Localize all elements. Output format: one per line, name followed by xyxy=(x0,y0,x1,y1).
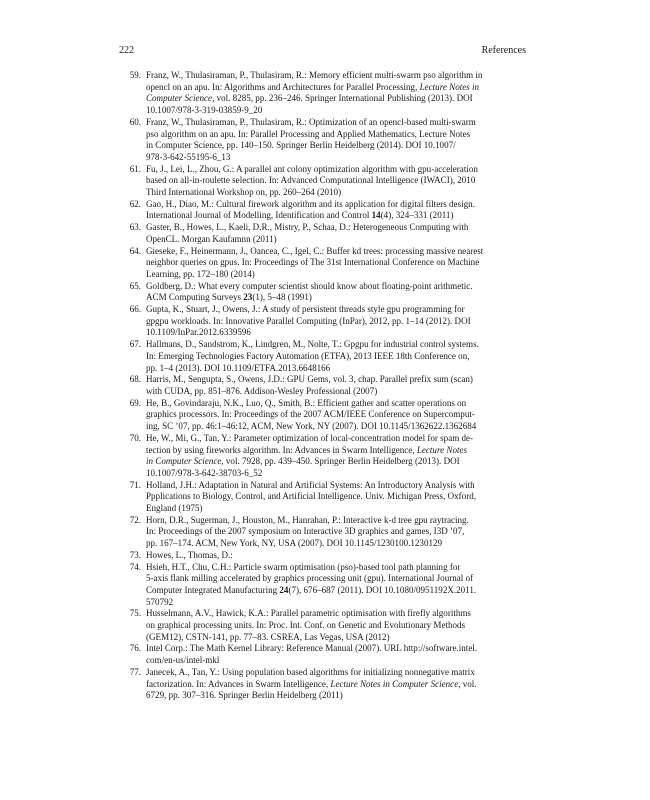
reference-entry xyxy=(119,70,526,117)
reference-line: 978-3-642-55195-6_13 xyxy=(146,151,231,162)
reference-line: on graphical processing units. In: Proc. Int. Conf. on Genetic and Evolutionary Methods xyxy=(146,620,466,631)
reference-line: Ppplications to Biology, Control, and Artificial Intelligence. Univ. Michigan Press, Oxford, xyxy=(146,491,476,502)
reference-text xyxy=(146,304,526,339)
reference-number: 75. xyxy=(129,608,141,619)
reference-text xyxy=(146,199,526,222)
reference-line: graphics processors. In: Proceedings of the 2007 ACM/IEEE Conference on Supercomput- xyxy=(146,409,475,420)
reference-text xyxy=(146,515,526,550)
reference-line: Gieseke, F., Heinermann, J., Oancea, C., Igel, C.: Buffer kd trees: processing massive nearest xyxy=(146,245,484,256)
reference-line: gpgpu workloads. In: Innovative Parallel Computing (InPar), 2012, pp. 1–14 (2012). DOI xyxy=(146,315,471,326)
reference-line: factorization. In: Advances in Swarm Intelligence, Lecture Notes in Computer Science, vol. xyxy=(146,678,477,689)
reference-number: 77. xyxy=(129,666,141,677)
reference-line: Franz, W., Thulasiraman, P., Thulasiram, R.: Memory efficient multi-swarm pso algorithm in xyxy=(146,70,483,80)
reference-number: 60. xyxy=(129,116,141,127)
reference-entry xyxy=(119,562,526,609)
reference-number: 63. xyxy=(129,222,141,233)
reference-line: 10.1007/978-3-642-38703-6_52 xyxy=(146,467,263,478)
reference-text xyxy=(146,374,526,397)
reference-entry xyxy=(119,608,526,643)
reference-line: Fu, J., Lei, L., Zhou, G.: A parallel ant colony optimization algorithm with gpu-acceleration xyxy=(146,163,478,174)
reference-list xyxy=(119,70,526,702)
reference-entry xyxy=(119,374,526,397)
reference-line: 10.1109/InPar.2012.6339596 xyxy=(146,327,251,338)
reference-number: 76. xyxy=(129,643,141,654)
reference-line: Harris, M., Sengupta, S., Owens, J.D.: GPU Gems, vol. 3, chap. Parallel prefix sum (scan) xyxy=(146,374,473,385)
reference-line: Gupta, K., Stuart, J., Owens, J.: A study of persistent threads style gpu programming for xyxy=(146,304,465,315)
reference-line: with CUDA, pp. 851–876. Addison-Wesley Professional (2007) xyxy=(146,385,378,396)
reference-text xyxy=(146,608,526,643)
reference-number: 70. xyxy=(129,432,141,443)
reference-line: Howes, L., Thomas, D.: xyxy=(146,549,233,560)
reference-line: Goldberg, D.: What every computer scientist should know about floating-point arithmetic. xyxy=(146,280,473,291)
reference-text xyxy=(146,281,526,304)
reference-line: (GEM12), CSTN-141, pp. 77–83. CSREA, Las Vegas, USA (2012) xyxy=(146,631,390,642)
reference-line: tection by using fireworks algorithm. In: Advances in Swarm Intelligence, Lecture Notes xyxy=(146,444,468,455)
running-title: References xyxy=(481,45,526,56)
reference-number: 71. xyxy=(129,479,141,490)
reference-line: Hsieh, H.T., Chu, C.H.: Particle swarm optimisation (pso)-based tool path planning for xyxy=(146,561,461,572)
reference-line: In: Proceedings of the 2007 symposium on Interactive 3D graphics and games, I3D ’07, xyxy=(146,526,465,537)
reference-number: 61. xyxy=(129,163,141,174)
reference-text xyxy=(146,70,526,117)
reference-number: 68. xyxy=(129,374,141,385)
reference-line: neighbor queries on gpus. In: Proceedings of The 31st International Conference on Machine xyxy=(146,257,480,268)
reference-entry xyxy=(119,117,526,164)
reference-line: Gao, H., Diao, M.: Cultural firework algorithm and its application for digital filters design. xyxy=(146,198,475,209)
reference-line: Janecek, A., Tan, Y.: Using population based algorithms for initializing nonnegative matrix xyxy=(146,666,475,677)
reference-entry xyxy=(119,515,526,550)
reference-text xyxy=(146,550,526,562)
reference-line: Holland, J.H.: Adaptation in Natural and Artificial Systems: An Introductory Analysis with xyxy=(146,479,475,490)
reference-entry xyxy=(119,667,526,702)
running-head xyxy=(119,44,526,58)
reference-text xyxy=(146,433,526,480)
reference-line: England (1975) xyxy=(146,503,203,514)
reference-line: Horn, D.R., Sugerman, J., Houston, M., Hanrahan, P.: Interactive k-d tree gpu raytracing. xyxy=(146,514,469,525)
reference-number: 74. xyxy=(129,561,141,572)
reference-text xyxy=(146,480,526,515)
reference-entry xyxy=(119,281,526,304)
reference-line: 6729, pp. 307–316. Springer Berlin Heidelberg (2011) xyxy=(146,690,343,701)
reference-entry xyxy=(119,643,526,666)
reference-line: He, W., Mi, G., Tan, Y.: Parameter optimization of local-concentration model for spam de- xyxy=(146,432,474,443)
reference-number: 72. xyxy=(129,514,141,525)
reference-text xyxy=(146,398,526,433)
reference-entry xyxy=(119,398,526,433)
reference-line: Hallmans, D., Sandstrom, K., Lindgren, M., Nolte, T.: Gpgpu for industrial control systems. xyxy=(146,339,479,350)
reference-text xyxy=(146,164,526,199)
reference-line: Computer Integrated Manufacturing 24(7), 676–687 (2011). DOI 10.1080/0951192X.2011. xyxy=(146,584,477,595)
reference-line: International Journal of Modelling, Identification and Control 14(4), 324–331 (2011) xyxy=(146,210,454,221)
reference-line: Gaster, B., Howes, L., Kaeli, D.R., Mistry, P., Schaa, D.: Heterogeneous Computing with xyxy=(146,222,469,233)
reference-line: OpenCL. Morgan Kaufamnn (2011) xyxy=(146,233,277,244)
reference-line: 5-axis flank milling accelerated by graphics processing unit (gpu). International Journal of xyxy=(146,573,474,584)
reference-line: In: Emerging Technologies Factory Automation (ETFA), 2013 IEEE 18th Conference on, xyxy=(146,350,470,361)
reference-line: 570792 xyxy=(146,596,174,607)
reference-line: com/en-us/intel-mkl xyxy=(146,655,220,666)
reference-line: Franz, W., Thulasiraman, P., Thulasiram, R.: Optimization of an opencl-based multi-swarm xyxy=(146,116,476,127)
reference-entry xyxy=(119,304,526,339)
reference-text xyxy=(146,339,526,374)
reference-text xyxy=(146,246,526,281)
reference-text xyxy=(146,222,526,245)
reference-line: based on all-in-roulette selection. In: Advanced Computational Intelligence (IWACI), 2010 xyxy=(146,175,476,186)
reference-line: opencl on an apu. In: Algorithms and Architectures for Parallel Processing, Lecture Notes in xyxy=(146,81,480,92)
reference-number: 62. xyxy=(129,198,141,209)
reference-number: 66. xyxy=(129,304,141,315)
reference-line: 10.1007/978-3-319-03859-9_20 xyxy=(146,105,263,116)
reference-line: Learning, pp. 172–180 (2014) xyxy=(146,268,255,279)
reference-entry xyxy=(119,433,526,480)
reference-text xyxy=(146,117,526,164)
reference-text xyxy=(146,562,526,609)
reference-line: Husselmann, A.V., Hawick, K.A.: Parallel parametric optimisation with firefly algorithms xyxy=(146,608,471,619)
reference-entry xyxy=(119,199,526,222)
reference-line: Third International Workshop on, pp. 260–264 (2010) xyxy=(146,187,342,198)
page-number: 222 xyxy=(119,45,134,56)
reference-line: ACM Computing Surveys 23(1), 5–48 (1991) xyxy=(146,292,312,303)
reference-entry xyxy=(119,164,526,199)
reference-line: He, B., Govindaraju, N.K., Luo, Q., Smith, B.: Efficient gather and scatter operations on xyxy=(146,397,467,408)
reference-text xyxy=(146,643,526,666)
reference-entry xyxy=(119,246,526,281)
reference-entry xyxy=(119,339,526,374)
reference-number: 73. xyxy=(129,549,141,560)
reference-line: pp. 167–174. ACM, New York, NY, USA (2007). DOI 10.1145/1230100.1230129 xyxy=(146,538,443,549)
reference-line: pso algorithm on an apu. In: Parallel Processing and Applied Mathematics, Lecture Notes xyxy=(146,128,471,139)
reference-number: 69. xyxy=(129,397,141,408)
reference-number: 59. xyxy=(129,70,141,80)
reference-entry xyxy=(119,480,526,515)
reference-line: in Computer Science, vol. 7928, pp. 439–450. Springer Berlin Heidelberg (2013). DOI xyxy=(146,456,460,467)
reference-line: Computer Science, vol. 8285, pp. 236–246. Springer International Publishing (2013). DOI xyxy=(146,93,473,104)
reference-number: 64. xyxy=(129,245,141,256)
reference-number: 67. xyxy=(129,339,141,350)
reference-line: pp. 1–4 (2013). DOI 10.1109/ETFA.2013.6648166 xyxy=(146,362,331,373)
reference-text xyxy=(146,667,526,702)
reference-entry xyxy=(119,222,526,245)
reference-line: Intel Corp.: The Math Kernel Library: Reference Manual (2007). URL http://software.intel. xyxy=(146,643,478,654)
reference-line: in Computer Science, pp. 140–150. Springer Berlin Heidelberg (2014). DOI 10.1007/ xyxy=(146,140,456,151)
reference-number: 65. xyxy=(129,280,141,291)
reference-line: ing, SC ’07, pp. 46:1–46:12, ACM, New York, NY (2007). DOI 10.1145/1362622.1362684 xyxy=(146,421,477,432)
reference-entry xyxy=(119,550,526,562)
